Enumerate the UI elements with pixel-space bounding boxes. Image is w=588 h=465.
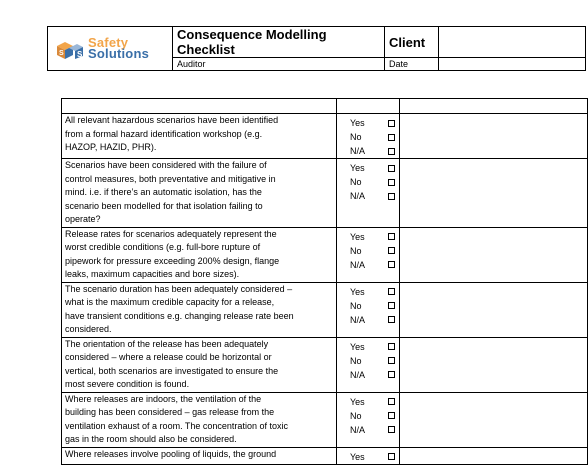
- date-label: Date: [385, 58, 439, 71]
- question-text-line: operate?: [65, 214, 101, 224]
- answer-option: [337, 395, 399, 409]
- checklist-table: [61, 98, 588, 465]
- checklist-question: [62, 447, 337, 464]
- option-checkbox[interactable]: [388, 261, 395, 268]
- option-label: N/A: [349, 259, 365, 270]
- answer-options: [336, 159, 399, 228]
- checklist-question: [62, 159, 337, 228]
- answer-option: [337, 313, 399, 327]
- option-checkbox[interactable]: [388, 316, 395, 323]
- option-label: No: [349, 355, 362, 366]
- question-text-line: Scenarios have been considered with the failure of: [65, 160, 267, 170]
- client-label: Client: [385, 27, 439, 58]
- notes-cell[interactable]: [399, 392, 587, 447]
- checklist-header-row: [62, 99, 588, 114]
- notes-header-cell: [399, 99, 587, 114]
- option-checkbox[interactable]: [388, 357, 395, 364]
- question-text-line: leaks, maximum capacities and bore sizes).: [65, 269, 240, 279]
- answer-option: [337, 423, 399, 437]
- option-label: Yes: [349, 118, 365, 128]
- checklist-question: [62, 282, 337, 337]
- question-text-line: scenario been modelled for that isolation failing to: [65, 200, 263, 211]
- answer-option: [337, 299, 399, 313]
- question-text-line: The scenario duration has been adequately considered –: [65, 283, 293, 294]
- answer-option: [337, 116, 399, 130]
- answer-option: [337, 175, 399, 189]
- option-label: No: [349, 177, 362, 187]
- answer-option: [337, 285, 399, 299]
- option-checkbox[interactable]: [388, 343, 395, 350]
- option-checkbox[interactable]: [388, 453, 395, 460]
- checklist-question: [62, 337, 337, 392]
- question-text-line: HAZOP, HAZID, PHR).: [65, 142, 157, 152]
- option-checkbox[interactable]: [388, 288, 395, 295]
- answer-option: [337, 230, 399, 244]
- option-checkbox[interactable]: [388, 247, 395, 254]
- question-text-line: building has been considered – gas release from the: [65, 407, 275, 417]
- checklist-row: [62, 447, 588, 464]
- checklist-question: [62, 114, 337, 159]
- date-value-field[interactable]: [439, 58, 586, 71]
- option-label: N/A: [349, 146, 365, 156]
- answer-options: [336, 447, 399, 464]
- svg-text:S: S: [59, 49, 64, 57]
- checklist-row: [62, 227, 588, 282]
- checklist-question: [62, 392, 337, 447]
- question-text-line: pipework for pressure exceeding 200% design, flange: [65, 255, 280, 266]
- question-text-line: worst credible conditions (e.g. full-bore rupture of: [65, 242, 261, 252]
- option-label: Yes: [349, 163, 365, 173]
- option-checkbox[interactable]: [388, 179, 395, 186]
- option-label: No: [349, 132, 362, 142]
- auditor-label: Auditor: [173, 58, 385, 71]
- question-text-line: from a formal hazard identification workshop (e.g.: [65, 128, 263, 139]
- option-checkbox[interactable]: [388, 134, 395, 141]
- option-label: Yes: [349, 451, 365, 462]
- option-label: Yes: [349, 341, 365, 352]
- logo-text-line2: Solutions: [88, 45, 150, 61]
- answer-option: [337, 340, 399, 354]
- question-text-line: what is the maximum credible capacity for a release,: [65, 297, 275, 307]
- option-label: No: [349, 245, 362, 256]
- option-label: N/A: [349, 369, 365, 380]
- question-text-line: gas in the room should also be considered.: [65, 434, 237, 444]
- answer-options: [336, 227, 399, 282]
- option-label: Yes: [349, 231, 365, 242]
- question-text-line: mind. i.e. if there’s an automatic isolation, has the: [65, 187, 262, 197]
- question-text-line: have transient conditions e.g. changing release rate been: [65, 310, 294, 321]
- option-label: No: [349, 410, 362, 421]
- option-label: Yes: [349, 286, 365, 297]
- question-text-line: control measures, both preventative and mitigative in: [65, 173, 276, 184]
- answer-option: [337, 450, 399, 464]
- option-checkbox[interactable]: [388, 165, 395, 172]
- answer-option: [337, 189, 399, 203]
- option-label: N/A: [349, 191, 365, 201]
- cube-logo-icon: [55, 40, 85, 60]
- header-table: [47, 26, 586, 71]
- question-text-line: Where releases are indoors, the ventilation of the: [65, 393, 262, 404]
- checklist-question: [62, 227, 337, 282]
- logo-cell: [48, 27, 173, 71]
- option-label: No: [349, 300, 362, 311]
- question-text-line: considered – where a release could be horizontal or: [65, 352, 272, 362]
- question-text-line: vertical, both scenarios are investigated to ensure the: [65, 365, 279, 376]
- answer-option: [337, 144, 399, 158]
- checklist-row: [62, 392, 588, 447]
- answer-option: [337, 409, 399, 423]
- question-text-line: Release rates for scenarios adequately represent the: [65, 228, 277, 239]
- client-value-field[interactable]: [439, 27, 586, 58]
- option-label: Yes: [349, 396, 365, 407]
- svg-text:S: S: [77, 49, 83, 59]
- answer-option: [337, 161, 399, 175]
- notes-cell[interactable]: [399, 159, 587, 228]
- checklist-title: Consequence Modelling Checklist: [173, 27, 385, 58]
- option-label: N/A: [349, 424, 365, 435]
- answer-option: [337, 368, 399, 382]
- answer-options: [336, 337, 399, 392]
- answer-option: [337, 130, 399, 144]
- question-text-line: All relevant hazardous scenarios have been identified: [65, 115, 279, 125]
- notes-cell[interactable]: [399, 447, 587, 464]
- question-text-line: The orientation of the release has been adequately: [65, 338, 269, 349]
- option-checkbox[interactable]: [388, 120, 395, 127]
- option-checkbox[interactable]: [388, 302, 395, 309]
- notes-cell[interactable]: [399, 337, 587, 392]
- notes-cell[interactable]: [399, 282, 587, 337]
- logo-text-line1: Safety: [88, 34, 129, 50]
- option-checkbox[interactable]: [388, 426, 395, 433]
- checklist-row: [62, 282, 588, 337]
- option-checkbox[interactable]: [388, 233, 395, 240]
- option-checkbox[interactable]: [388, 398, 395, 405]
- checklist-row: [62, 159, 588, 228]
- option-checkbox[interactable]: [388, 371, 395, 378]
- option-checkbox[interactable]: [388, 148, 395, 155]
- question-text-line: most severe condition is found.: [65, 379, 190, 389]
- answer-options: [336, 282, 399, 337]
- notes-cell[interactable]: [399, 114, 587, 159]
- checklist-row: [62, 337, 588, 392]
- logo-wordmark: [88, 34, 150, 61]
- option-label: N/A: [349, 314, 365, 325]
- answer-option: [337, 354, 399, 368]
- answer-option: [337, 258, 399, 272]
- answer-options: [336, 392, 399, 447]
- notes-cell[interactable]: [399, 227, 587, 282]
- option-checkbox[interactable]: [388, 412, 395, 419]
- answer-option: [337, 244, 399, 258]
- company-logo: [48, 34, 172, 64]
- checklist-row: [62, 114, 588, 159]
- question-text-line: considered.: [65, 324, 112, 334]
- answer-options: [336, 114, 399, 159]
- question-text-line: Where releases involve pooling of liquids, the ground: [65, 448, 277, 459]
- question-text-line: ventilation exhaust of a room. The concentration of toxic: [65, 420, 288, 431]
- option-checkbox[interactable]: [388, 193, 395, 200]
